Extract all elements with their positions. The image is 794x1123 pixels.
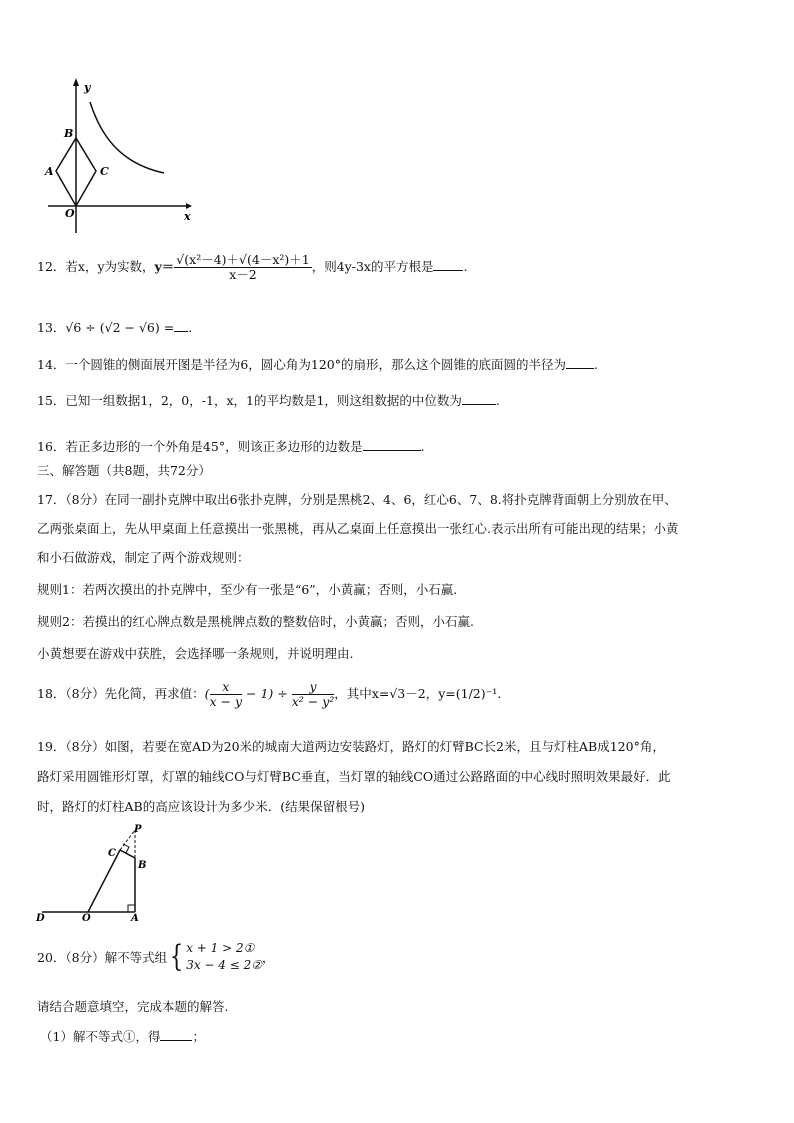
question-15 bbox=[37, 391, 500, 409]
lamp-arm-bc bbox=[120, 850, 135, 858]
right-angle-mark-a bbox=[128, 905, 135, 912]
q18-number: 18． bbox=[37, 686, 66, 701]
figure-1-coordinate-graph bbox=[38, 78, 198, 238]
q15-end: . bbox=[495, 393, 500, 408]
q14-number: 14． bbox=[37, 357, 66, 372]
q12-eq: y＝ bbox=[154, 259, 175, 274]
q12-text-b: ，则4y-3x的平方根是 bbox=[311, 259, 434, 274]
q17-text-line-4: 小黄想要在游戏中获胜，会选择哪一条规则，并说明理由. bbox=[37, 646, 354, 661]
q17-number: 17． bbox=[37, 492, 66, 507]
q20-brace: { bbox=[169, 939, 184, 974]
q13-end: . bbox=[188, 320, 193, 335]
q20-number: 20． bbox=[37, 950, 66, 965]
question-19-line-1 bbox=[37, 737, 665, 755]
q20-part-1-text: （1）解不等式①，得 bbox=[40, 1029, 161, 1044]
q15-answer-blank[interactable] bbox=[462, 393, 496, 405]
q17-rule-1: 规则1：若两次摸出的扑克牌中，至少有一张是“6”，小黄赢；否则，小石赢. bbox=[37, 582, 458, 597]
q19-text-line-1: （8分）如图，若要在宽AD为20米的城南大道两边安装路灯，路灯的灯臂BC长2米，且与灯柱AB成120°角， bbox=[65, 739, 665, 754]
q13-expression: √6 ÷ (√2 − √6) = bbox=[65, 320, 175, 335]
label-a: A bbox=[45, 165, 54, 178]
y-axis-arrow bbox=[73, 78, 79, 86]
q20-part-1-answer-blank[interactable] bbox=[160, 1029, 192, 1041]
q17-rule-2: 规则2：若摸出的红心牌点数是黑桃牌点数的整数倍时，小黄赢；否则，小石赢. bbox=[37, 614, 474, 629]
section-3-title: 三、解答题（共8题，共72分） bbox=[37, 463, 211, 478]
q13-number: 13． bbox=[37, 320, 66, 335]
q16-text: 若正多边形的一个外角是45°，则该正多边形的边数是 bbox=[65, 439, 363, 454]
q20-part-1-end: ； bbox=[192, 1029, 205, 1044]
q19-text-line-2: 路灯采用圆锥形灯罩，灯罩的轴线CO与灯臂BC垂直，当灯罩的轴线CO通过公路路面的中心线时照明效果最好．此 bbox=[37, 769, 671, 784]
q12-end: . bbox=[463, 259, 468, 274]
q12-fraction bbox=[174, 253, 311, 282]
x-axis-arrow bbox=[186, 203, 192, 209]
q14-end: . bbox=[593, 357, 598, 372]
hyperbola-curve bbox=[90, 102, 164, 173]
q17-text-line-1: （8分）在同一副扑克牌中取出6张扑克牌，分别是黑桃2、4、6，红心6、7、8.将扑克牌背面朝上分别放在甲、 bbox=[65, 492, 677, 507]
label-b: B bbox=[138, 860, 147, 871]
q18-text-a: （8分）先化简，再求值： bbox=[65, 686, 205, 701]
label-o: O bbox=[65, 207, 75, 220]
q14-text: 一个圆锥的侧面展开图是半径为6，圆心角为120°的扇形，那么这个圆锥的底面圆的半径为 bbox=[65, 357, 566, 372]
q20-part-1 bbox=[40, 1027, 205, 1045]
question-16 bbox=[37, 437, 425, 455]
q13-answer-blank[interactable] bbox=[174, 320, 188, 332]
y-axis-label: y bbox=[84, 81, 91, 94]
label-b: B bbox=[64, 127, 74, 140]
q16-answer-blank[interactable] bbox=[363, 439, 421, 451]
q20-inequality-1: x + 1 > 2① bbox=[186, 941, 255, 955]
label-o: O bbox=[82, 913, 91, 922]
question-13 bbox=[37, 318, 192, 336]
q19-text-line-3: 时，路灯的灯柱AB的高应该设计为多少米．(结果保留根号) bbox=[37, 799, 365, 814]
q18-condition: x=√3－2，y=(1/2)⁻¹. bbox=[371, 686, 502, 701]
q20-end: ， bbox=[262, 950, 275, 965]
label-p: P bbox=[134, 824, 142, 835]
question-20 bbox=[37, 940, 275, 974]
q12-numerator: √(x²－4)＋√(4－x²)＋1 bbox=[176, 252, 310, 267]
q15-number: 15． bbox=[37, 393, 66, 408]
q19-number: 19． bbox=[37, 739, 66, 754]
dashed-extension-2 bbox=[120, 830, 135, 850]
question-17-line-1 bbox=[37, 490, 677, 508]
question-14 bbox=[37, 355, 598, 373]
q12-answer-blank[interactable] bbox=[433, 259, 463, 271]
q20-text-line-2: 请结合题意填空，完成本题的解答. bbox=[37, 999, 229, 1014]
q15-text: 已知一组数据1，2，0，-1，x，1的平均数是1，则这组数据的中位数为 bbox=[65, 393, 462, 408]
label-c: C bbox=[108, 848, 116, 859]
q20-text-a: （8分）解不等式组 bbox=[65, 950, 168, 965]
figure-2-street-lamp bbox=[34, 822, 164, 922]
q12-denominator: x－2 bbox=[229, 267, 257, 282]
q17-text-line-3: 和小石做游戏，制定了两个游戏规则： bbox=[37, 550, 250, 565]
q12-text-a: 若x，y为实数， bbox=[65, 259, 155, 274]
axis-co bbox=[88, 850, 120, 912]
q20-inequality-2: 3x − 4 ≤ 2② bbox=[186, 958, 263, 972]
q17-text-line-2: 乙两张桌面上，先从甲桌面上任意摸出一张黑桃，再从乙桌面上任意摸出一张红心.表示出所有可能出现的结果；小黄 bbox=[37, 521, 679, 536]
q12-number: 12． bbox=[37, 259, 66, 274]
q18-text-b: ，其中 bbox=[334, 686, 372, 701]
q16-number: 16． bbox=[37, 439, 66, 454]
q14-answer-blank[interactable] bbox=[566, 357, 594, 369]
x-axis-label: x bbox=[184, 210, 191, 223]
question-12 bbox=[37, 253, 467, 282]
q18-expression: ( $\frac{x}{x - y}$ − 1) ÷ $\frac{y}{\text{x² − y²}}$ bbox=[204, 679, 335, 709]
question-18 bbox=[37, 680, 501, 709]
q16-end: . bbox=[420, 439, 425, 454]
label-d: D bbox=[36, 913, 45, 922]
label-a: A bbox=[131, 913, 139, 922]
q20-system bbox=[186, 940, 262, 974]
label-c: C bbox=[100, 165, 109, 178]
